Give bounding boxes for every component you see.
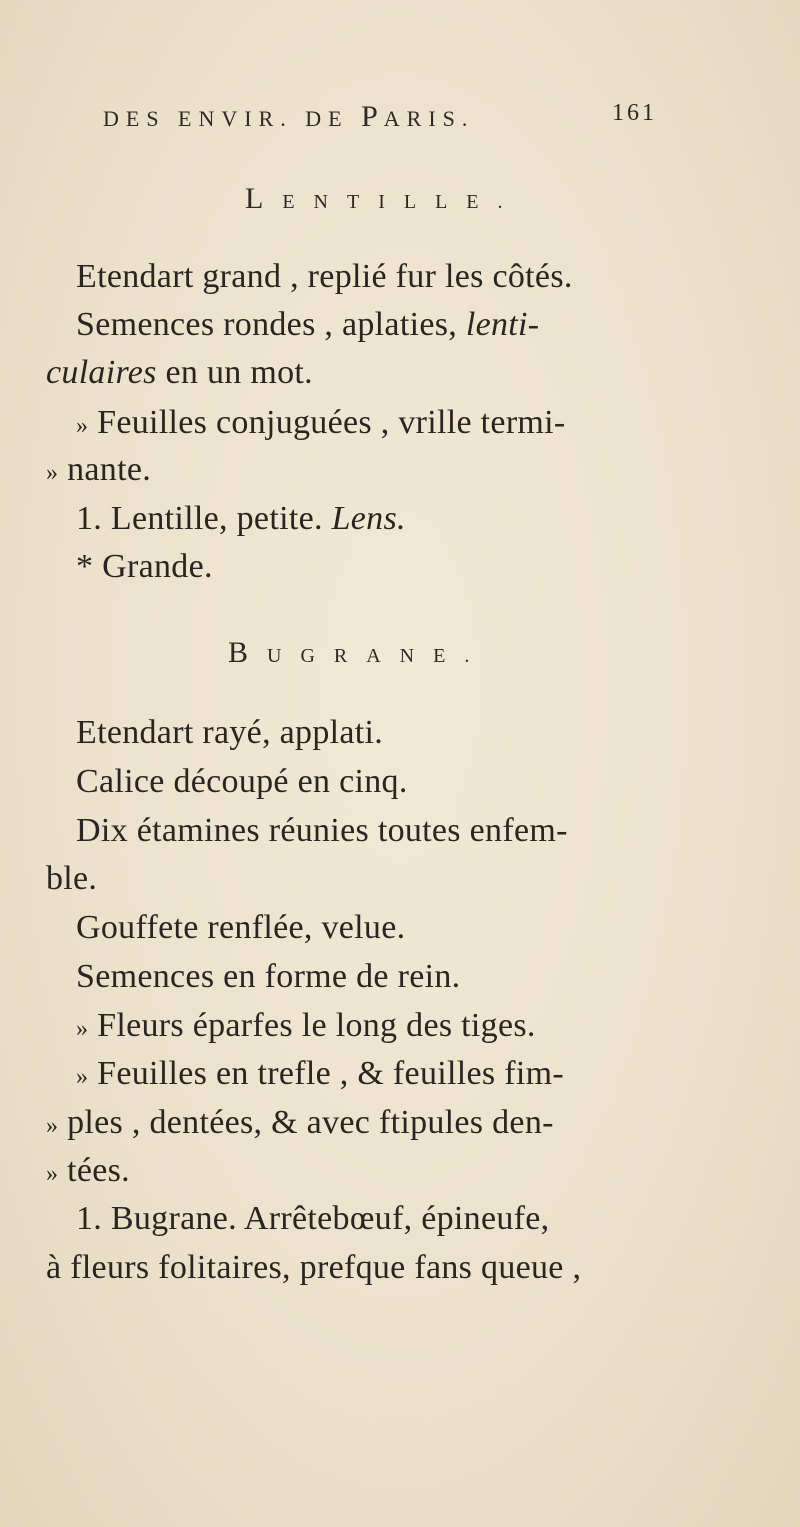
text-run: * Grande. [76, 548, 213, 585]
text-line [76, 306, 539, 344]
running-head [103, 100, 663, 134]
text-run: Calice découpé en cinq. [76, 763, 408, 800]
quote-mark: » [46, 1161, 59, 1187]
text-run: ples , dentées, & avec ftipules den- [58, 1104, 554, 1141]
quote-mark: » [76, 1016, 89, 1042]
page-number: 161 [612, 100, 657, 126]
text-run: 1. Bugrane. Arrêtebœuf, épineufe, [76, 1200, 550, 1237]
heading-initial: B [228, 636, 268, 669]
text-line [46, 1104, 554, 1142]
running-head-prefix: DES ENVIR. DE [103, 106, 362, 131]
section-heading-lentille [245, 182, 522, 216]
running-head-paris-rest: ARIS. [383, 106, 475, 131]
italic-run: lenti- [465, 306, 540, 343]
text-line [76, 1007, 536, 1045]
heading-rest: UGRANE. [267, 645, 489, 667]
text-run: Semences en forme de rein. [76, 958, 461, 995]
text-run: en un mot. [156, 354, 313, 391]
text-line [76, 500, 406, 538]
text-run: ble. [46, 860, 98, 897]
italic-run: culaires [46, 354, 157, 391]
text-line [76, 812, 568, 850]
text-line [76, 958, 460, 996]
text-line [46, 1152, 130, 1190]
quote-mark: » [46, 460, 59, 486]
text-run: Feuilles conjuguées , vrille termi- [88, 404, 566, 441]
quote-mark: » [46, 1113, 59, 1139]
heading-initial: L [245, 182, 283, 215]
quote-mark: » [76, 413, 89, 439]
text-line [76, 763, 408, 801]
text-run: 1. Lentille, petite. [76, 500, 332, 537]
text-run: à fleurs folitaires, prefque fans queue , [46, 1249, 582, 1286]
text-run: Gouffete renflée, velue. [76, 909, 406, 946]
text-line [76, 258, 573, 296]
text-run: Fleurs éparfes le long des tiges. [88, 1007, 536, 1044]
text-line [76, 404, 566, 442]
text-line [76, 714, 383, 752]
section-heading-bugrane [228, 636, 488, 670]
text-run: Etendart grand , replié fur les côtés. [76, 258, 573, 295]
running-head-paris-initial: P [361, 100, 384, 133]
text-line [46, 860, 97, 898]
italic-run: Lens. [331, 500, 406, 537]
text-line [46, 1249, 581, 1287]
text-line [76, 909, 405, 947]
text-line [76, 1200, 549, 1238]
text-line [76, 1055, 564, 1093]
text-line [46, 451, 151, 489]
text-run: nante. [58, 451, 152, 488]
heading-rest: ENTILLE. [282, 191, 522, 213]
quote-mark: » [76, 1064, 89, 1090]
text-run: Etendart rayé, applati. [76, 714, 384, 751]
text-line [46, 354, 313, 392]
text-run: Feuilles en trefle , & feuilles fim- [88, 1055, 564, 1092]
text-line [76, 548, 213, 586]
text-run: Dix étamines réunies toutes enfem- [76, 812, 568, 849]
text-run: Semences rondes , aplaties, [76, 306, 466, 343]
text-run: tées. [58, 1152, 130, 1189]
